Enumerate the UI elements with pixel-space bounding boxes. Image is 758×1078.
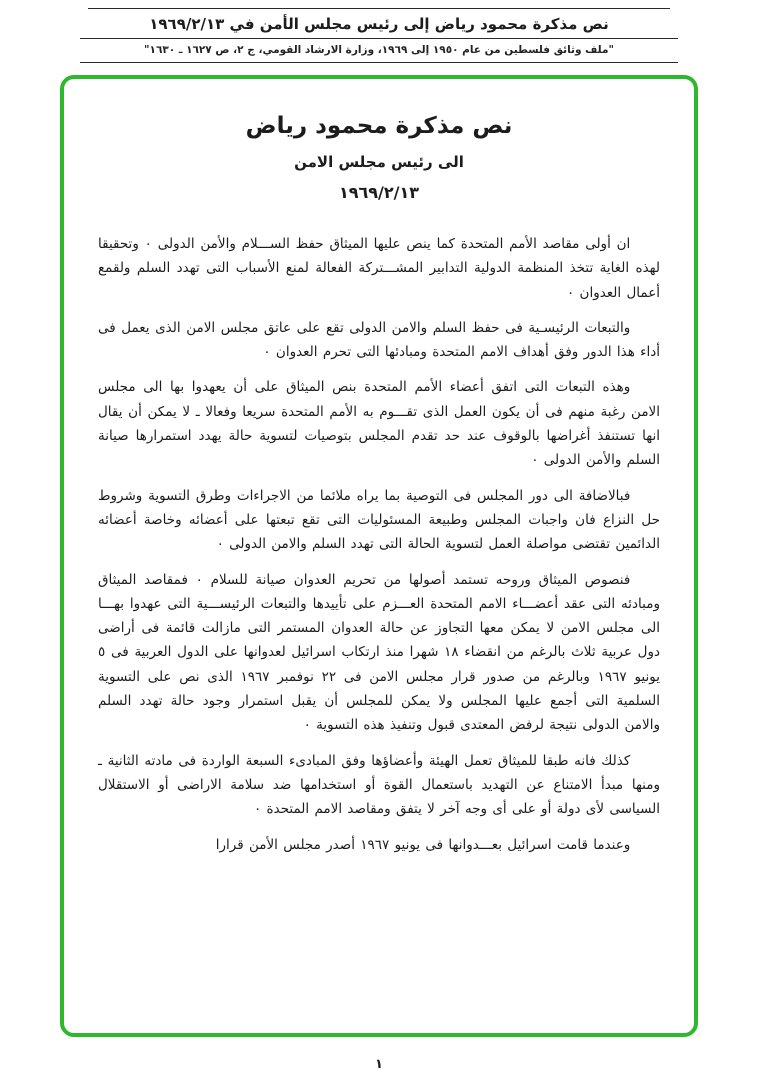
paragraph: وهذه التبعات التى اتفق أعضاء الأمم المتحدة بنص الميثاق على أن يعهدوا بها الى مجلس الامن رغبة منهم فى أن يكون العمل الذى تقـــوم به الأمم المتحدة سريعا وفعالا ـ لا يمكن أن يقال انها تستنفذ أغراضها بالوقوف عند حد تقدم المجلس بتوصيات لتسوية حالة يهدد استمرارها صيانة السلم والأمن الدولى ٠ [98, 379, 660, 469]
header-source-citation: "ملف وثائق فلسطين من عام ١٩٥٠ إلى ١٩٦٩، وزارة الارشاد القومي، ج ٢، ص ١٦٢٧ ـ ١٦٣٠" [144, 44, 614, 56]
document-title: نص مذكرة محمود رياض [245, 113, 513, 139]
divider-under-source [80, 62, 678, 63]
paragraph: والتبعات الرئيسـية فى حفظ السلم والامن الدولى تقع على عاتق مجلس الامن الذى يعمل فى أداء هذا الدور وفق أهداف الامم المتحدة ومبادئها التى تحرم العدوان ٠ [98, 319, 660, 361]
page-header [0, 0, 758, 63]
document-date: ١٩٦٩/٢/١٣ [338, 183, 420, 202]
paragraph: وعندما قامت اسرائيل بعـــدوانها فى يونيو ١٩٦٧ أصدر مجلس الأمن قرارا [215, 836, 631, 853]
document-subtitle: الى رئيس مجلس الامن [294, 153, 464, 171]
divider-top [88, 8, 670, 9]
paragraph: ان أولى مقاصد الأمم المتحدة كما ينص عليها الميثاق حفظ الســـلام والأمن الدولى ٠ وتحقيقا لهذه الغاية تتخذ المنظمة الدولية التدابير المشـــتركة الفعالة لمنع الأسباب التى تهدد السلم ولقمع أعمال العدوان ٠ [98, 236, 660, 301]
document-body [98, 232, 660, 857]
paragraph: كذلك فانه طبقا للميثاق تعمل الهيئة وأعضاؤها وفق المبادىء السبعة الواردة فى مادته الثانية ـ ومنها مبدأ الامتناع عن التهديد باستعمال القوة أو استخدامها ضد سلامة الاراضى أو الاستقلال السياسى لأى دولة أو على أى وجه آخر لا يتفق ومقاصد الامم المتحدة ٠ [98, 752, 660, 818]
page-number: ١ [375, 1057, 383, 1072]
paragraph: فنصوص الميثاق وروحه تستمد أصولها من تحريم العدوان صيانة للسلام ٠ فمقاصد الميثاق ومبادئه التى عقد أعضـــاء الامم المتحدة العـــزم على تأييدها والتبعات الرئيســـية التى عهدوا بهـــا الى مجلس الامن لا يمكن معها التجاوز عن حالة العدوان المستمر التى مازالت قائمة فى أراضى دول عربية ثلاث بالرغم من انقضاء ١٨ شهرا منذ ارتكاب اسرائيل لعدوانها على الدول العربية فى ٥ يونيو ١٩٦٧ وبالرغم من صدور قرار مجلس الامن فى ٢٢ نوفمبر ١٩٦٧ الذى نص على التسوية السلمية التى أجمع عليها المجلس ولا يمكن للمجلس أن يقبل استمرار وجود حالة تهدد السلم والامن الدولى نتيجة لرفض المعتدى قبول وتنفيذ هذه التسوية ٠ [98, 571, 661, 734]
divider-under-title [80, 38, 678, 39]
header-title: نص مذكرة محمود رياض إلى رئيس مجلس الأمن في ١٩٦٩/٢/١٣ [149, 15, 609, 33]
document-frame [60, 75, 698, 1037]
paragraph: فبالاضافة الى دور المجلس فى التوصية بما يراه ملائما من الاجراءات وطرق التسوية وشروط حل النزاع فان واجبات المجلس وطبيعة المسئوليات التى تقع تبعتها على أعضائه وخاصة أعضائه الدائمين تقتضى مواصلة العمل لتسوية الحالة التى تهدد السلم والامن الدولى ٠ [98, 487, 660, 553]
